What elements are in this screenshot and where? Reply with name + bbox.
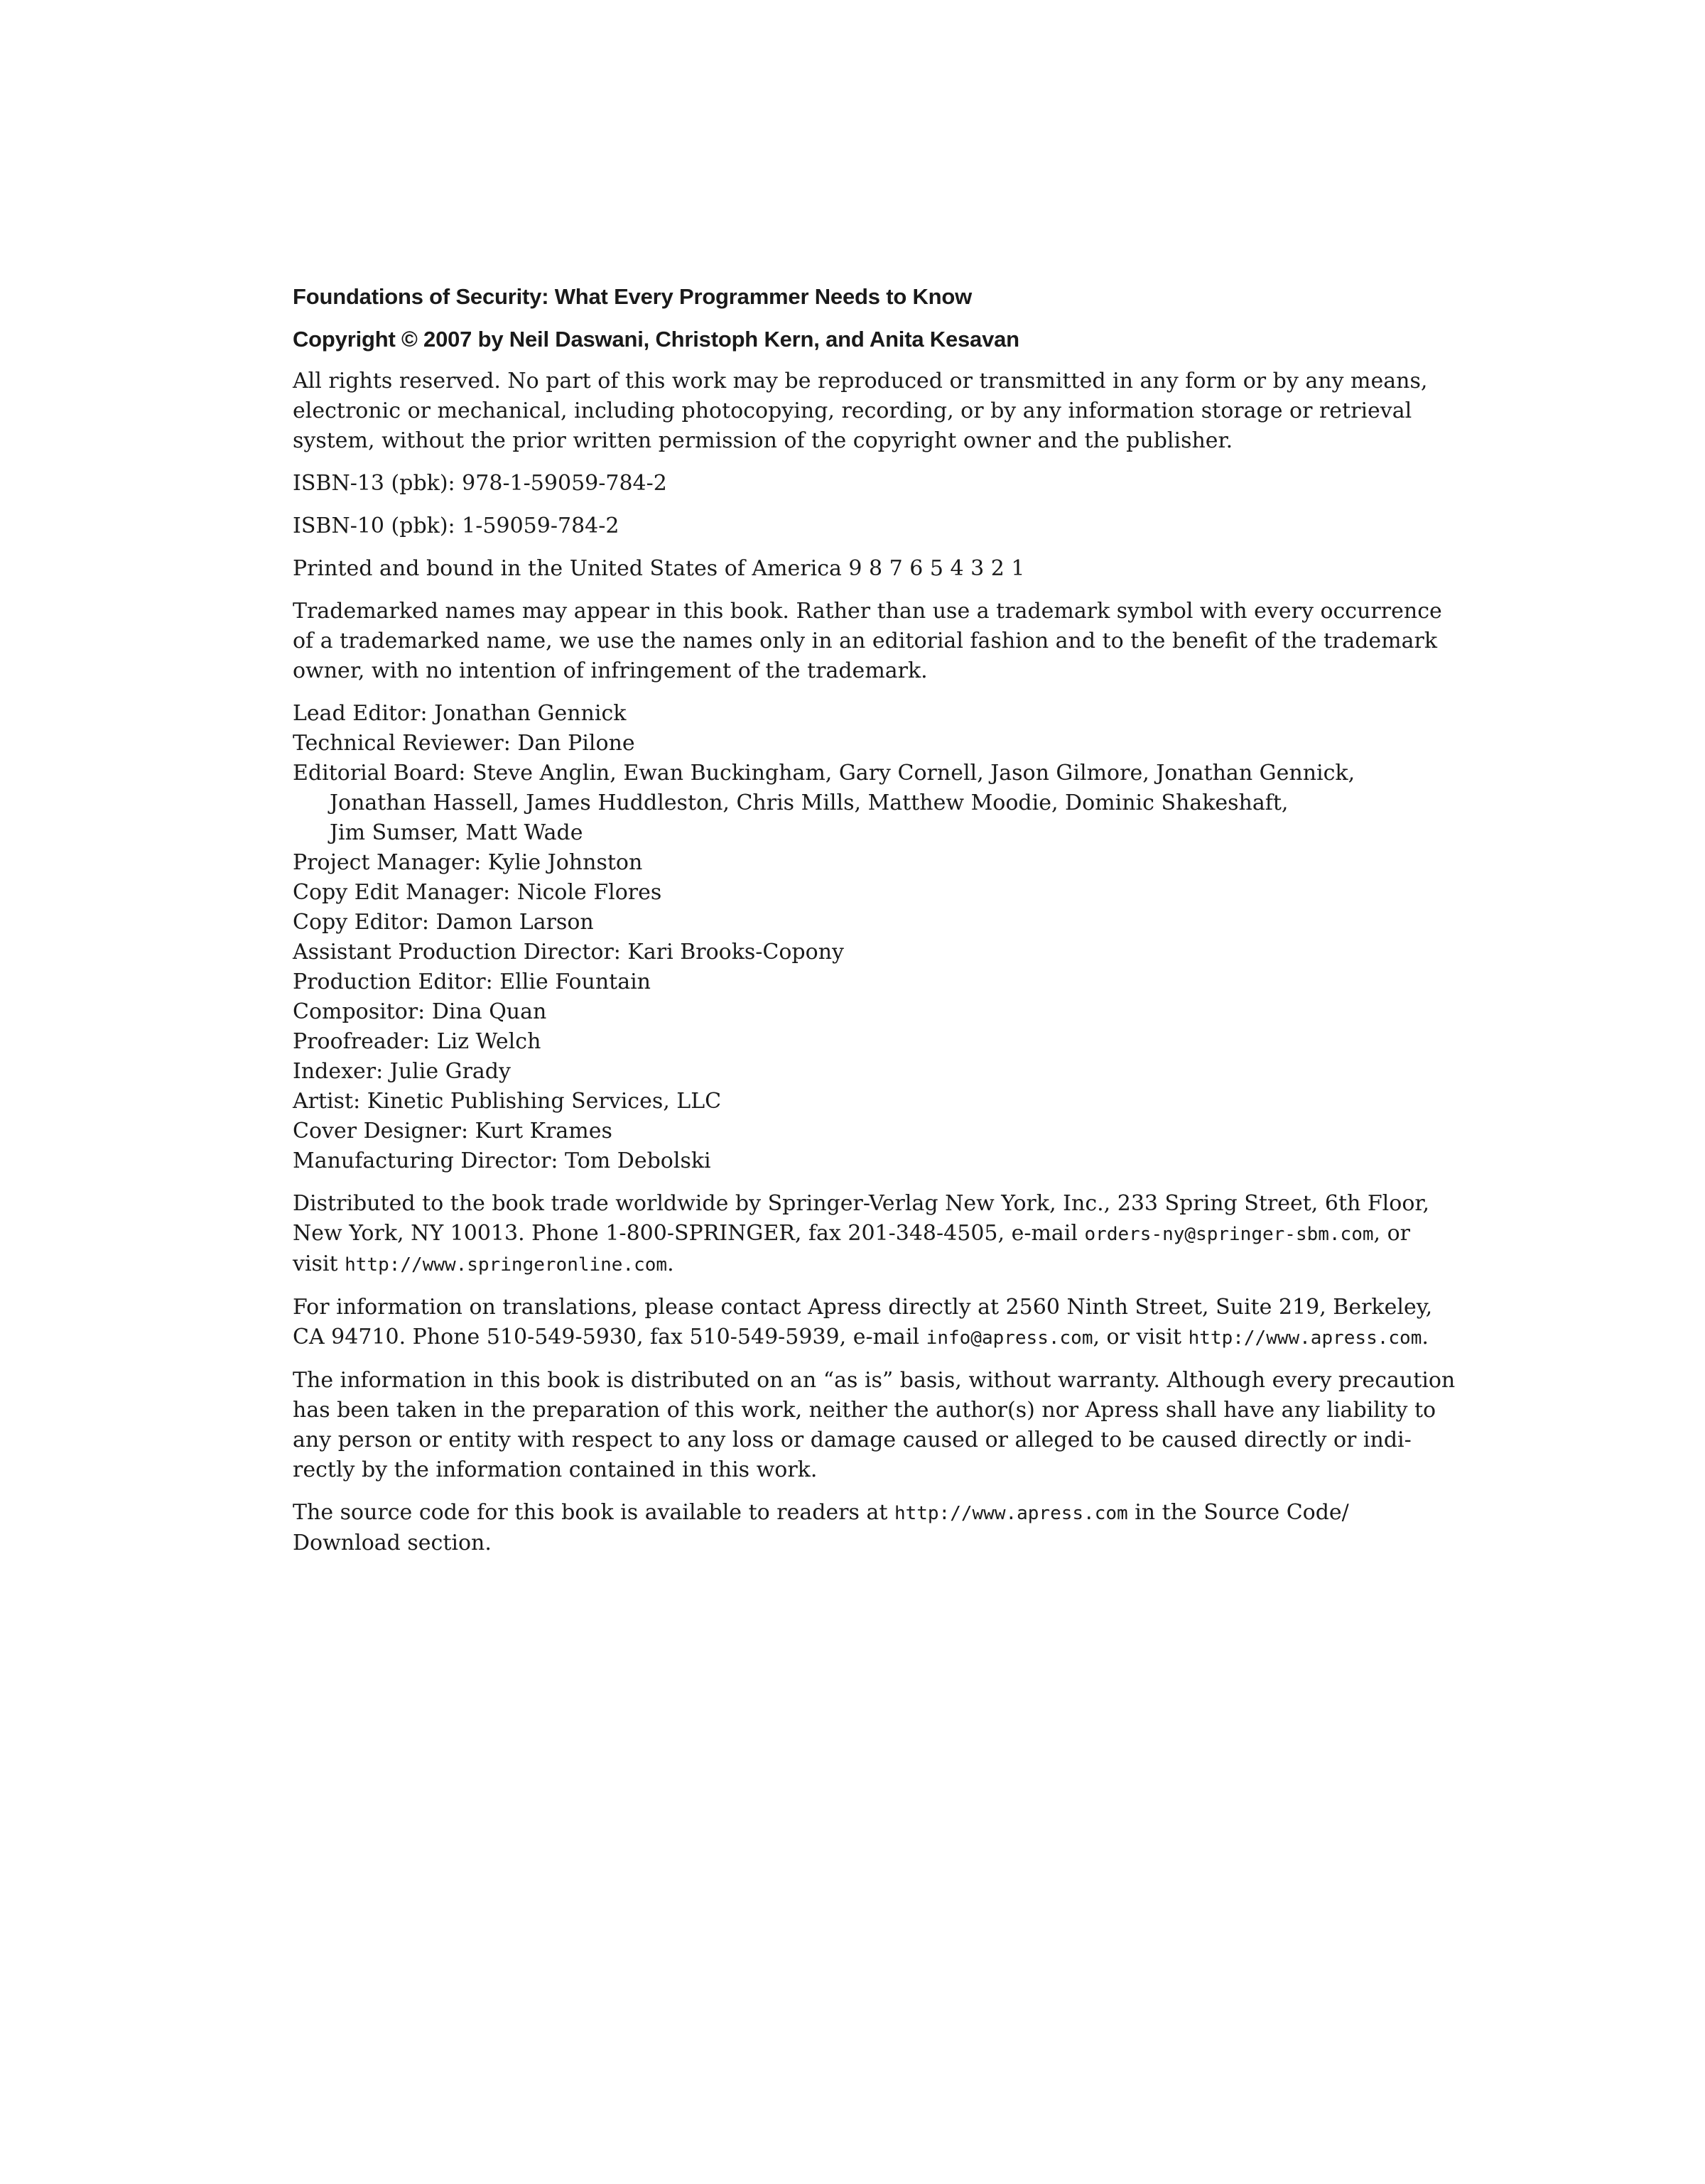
distribution-text-3: . bbox=[667, 1251, 674, 1276]
credit-copy-editor: Copy Editor: Damon Larson bbox=[293, 910, 594, 935]
credit-assistant-production-director: Assistant Production Director: Kari Brooks-Copony bbox=[293, 940, 844, 965]
credit-lead-editor: Lead Editor: Jonathan Gennick bbox=[293, 701, 627, 726]
credit-proofreader: Proofreader: Liz Welch bbox=[293, 1029, 541, 1054]
copyright-line: Copyright © 2007 by Neil Daswani, Christoph Kern, and Anita Kesavan bbox=[293, 327, 1019, 352]
credit-artist: Artist: Kinetic Publishing Services, LLC bbox=[293, 1089, 722, 1114]
credit-manufacturing-director: Manufacturing Director: Tom Debolski bbox=[293, 1148, 711, 1173]
credit-editorial-board: Editorial Board: Steve Anglin, Ewan Buckingham, Gary Cornell, Jason Gilmore, Jonathan Gennick, bbox=[293, 761, 1355, 786]
translations-text: For information on translations, please contact Apress directly at 2560 Ninth Street, Suite 219, Berkeley, CA 94710. Phone 510-549-5930, fax 510-549-5939, e-mail bbox=[293, 1295, 1433, 1349]
distribution-email[interactable]: orders-ny@springer-sbm.com bbox=[1084, 1224, 1374, 1245]
book-title: Foundations of Security: What Every Programmer Needs to Know bbox=[293, 284, 973, 309]
isbn-13: ISBN-13 (pbk): 978-1-59059-784-2 bbox=[293, 471, 667, 496]
credit-cover-designer: Cover Designer: Kurt Krames bbox=[293, 1119, 612, 1143]
credit-production-editor: Production Editor: Ellie Fountain bbox=[293, 969, 651, 994]
credit-indexer: Indexer: Julie Grady bbox=[293, 1059, 511, 1084]
credit-copy-edit-manager: Copy Edit Manager: Nicole Flores bbox=[293, 880, 662, 905]
translations-url[interactable]: http://www.apress.com bbox=[1188, 1327, 1422, 1349]
rights-paragraph: All rights reserved. No part of this work may be reproduced or transmitted in any form or by any means, electronic or mechanical, including photocopying, recording, or by any information storage or retrieval system, without the prior written permission of the copyright owner and the publisher. bbox=[293, 369, 1428, 453]
disclaimer-paragraph: The information in this book is distributed on an “as is” basis, without warranty. Although every precaution has been taken in the preparation of this work, neither the author(s) nor Apress shall have any liability to any person or entity with respect to any loss or damage caused or alleged to be caused directly or indirectly by the information contained in this work. bbox=[293, 1368, 1456, 1482]
credit-technical-reviewer: Technical Reviewer: Dan Pilone bbox=[293, 731, 635, 756]
translations-email[interactable]: info@apress.com bbox=[926, 1327, 1093, 1349]
distribution-url[interactable]: http://www.springeronline.com bbox=[345, 1254, 668, 1276]
source-code-paragraph bbox=[293, 1498, 1458, 1558]
distribution-text-2: , or visit bbox=[293, 1221, 1411, 1276]
credit-project-manager: Project Manager: Kylie Johnston bbox=[293, 850, 643, 875]
source-code-text-2: in the Source Code/ Download section. bbox=[293, 1500, 1349, 1555]
isbn-10: ISBN-10 (pbk): 1-59059-784-2 bbox=[293, 514, 619, 538]
source-code-text: The source code for this book is available to readers at bbox=[293, 1500, 894, 1525]
copyright-page bbox=[293, 283, 1458, 1571]
translations-text-2: , or visit bbox=[1093, 1325, 1189, 1349]
translations-paragraph bbox=[293, 1293, 1458, 1353]
source-code-url[interactable]: http://www.apress.com bbox=[894, 1503, 1128, 1524]
distribution-paragraph bbox=[293, 1189, 1458, 1280]
credit-editorial-board-cont: Jonathan Hassell, James Huddleston, Chris Mills, Matthew Moodie, Dominic Shakeshaft, bbox=[330, 791, 1289, 815]
credit-compositor: Compositor: Dina Quan bbox=[293, 999, 547, 1024]
translations-text-3: . bbox=[1422, 1325, 1429, 1349]
credits-list bbox=[293, 699, 1458, 1176]
printed-line: Printed and bound in the United States of America 9 8 7 6 5 4 3 2 1 bbox=[293, 556, 1025, 581]
trademark-paragraph: Trademarked names may appear in this book. Rather than use a trademark symbol with every occurrence of a trademarked name, we use the names only in an editorial fashion and to the benefit of the trademark owner, with no intention of infringement of the trademark. bbox=[293, 599, 1442, 683]
distribution-text: Distributed to the book trade worldwide by Springer-Verlag New York, Inc., 233 Spring Street, 6th Floor, New York, NY 10013. Phone 1-800-SPRINGER, fax 201-348-4505, e-mail bbox=[293, 1191, 1429, 1246]
credit-editorial-board-cont-2: Jim Sumser, Matt Wade bbox=[330, 820, 583, 845]
